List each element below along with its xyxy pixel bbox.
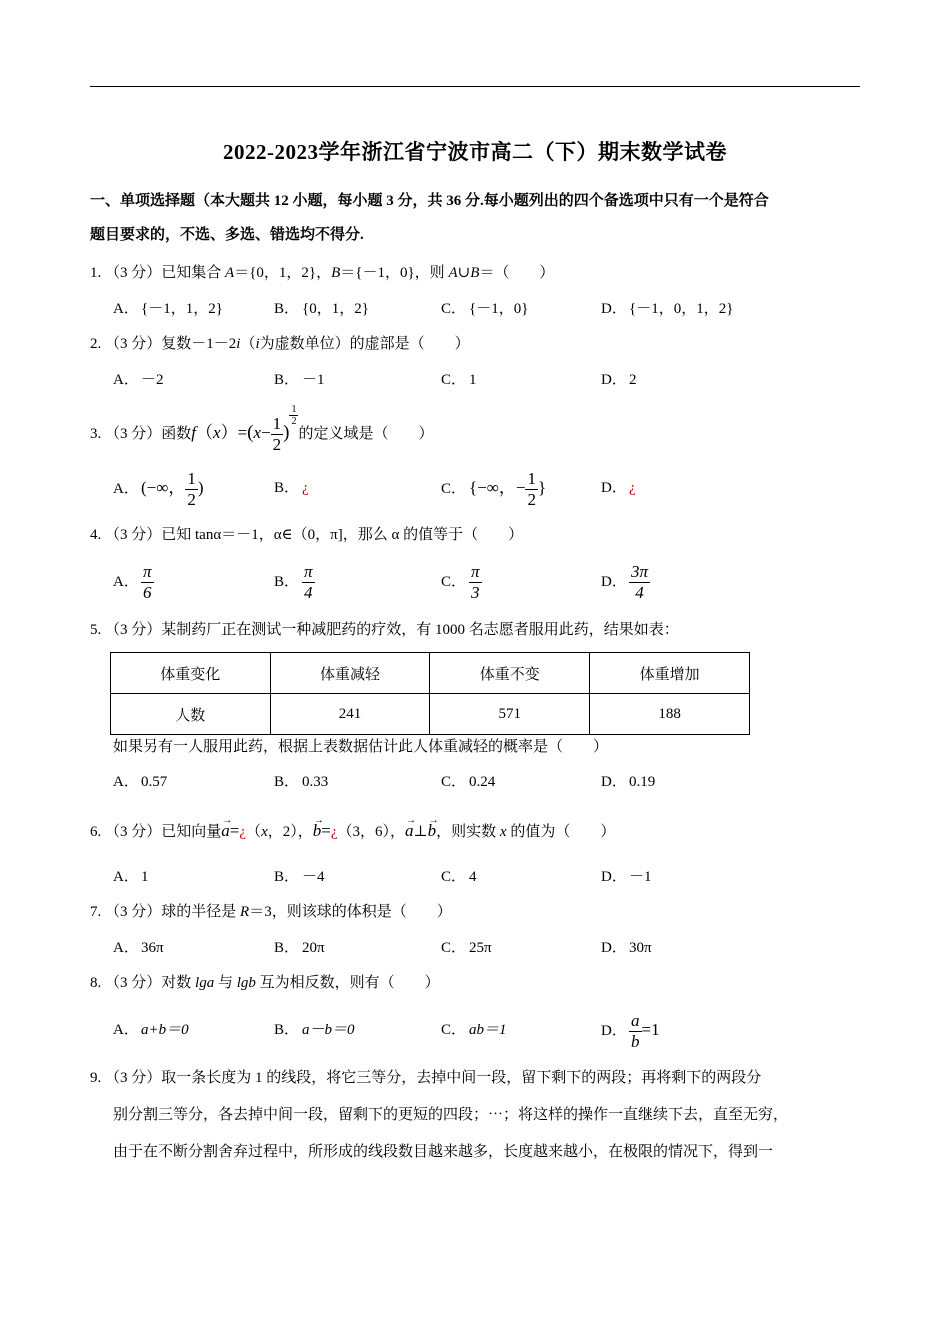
question-3 xyxy=(90,404,433,456)
fraction-numerator: π xyxy=(304,562,313,582)
question-7-options xyxy=(113,937,853,977)
option-d[interactable] xyxy=(601,466,636,510)
fraction-numerator: π xyxy=(471,562,480,582)
vector-b: → b xyxy=(428,816,437,846)
option-b[interactable] xyxy=(274,937,325,959)
option-text: 20π xyxy=(302,940,325,956)
question-text: 已知 tanα＝－1，α∈（0，π]，那么 α 的值等于（ ） xyxy=(161,527,524,543)
question-score: （3 分） xyxy=(105,904,162,920)
option-label: C． xyxy=(441,301,467,317)
option-label: B． xyxy=(274,574,300,590)
option-c[interactable] xyxy=(441,771,495,793)
option-label: C． xyxy=(441,481,467,497)
question-9 xyxy=(90,1067,761,1089)
vector-a: → a xyxy=(221,816,230,846)
question-text: 的值为（ ） xyxy=(506,824,616,840)
question-text: 球的半径是 xyxy=(161,904,241,920)
question-text: 与 xyxy=(214,975,237,991)
table-header-row xyxy=(111,653,750,694)
option-label: B． xyxy=(274,869,300,885)
question-text: ，则实数 xyxy=(436,824,500,840)
option-a[interactable] xyxy=(113,866,149,888)
table-cell: 人数 xyxy=(111,694,271,735)
minus: − xyxy=(261,423,271,442)
equals: = xyxy=(237,423,248,442)
section-heading-line2: 题目要求的，不选、多选、错选均不得分. xyxy=(90,227,364,243)
option-text: 1 xyxy=(141,869,149,885)
question-text: 取一条长度为 1 的线段，将它三等分，去掉中间一段，留下剩下的两段；再将剩下的两段分 xyxy=(161,1070,762,1086)
option-c[interactable] xyxy=(441,369,477,391)
option-text: {0，1，2} xyxy=(302,301,369,317)
fraction-numerator: 3π xyxy=(631,562,649,582)
option-label: D． xyxy=(601,940,627,956)
option-text: ¿ xyxy=(302,480,309,496)
option-text: －1 xyxy=(629,869,652,885)
option-d[interactable] xyxy=(601,1008,660,1053)
fraction-numerator: π xyxy=(143,562,152,582)
option-label: B． xyxy=(274,774,300,790)
question-text: 别分割三等分，各去掉中间一段，留剩下的更短的四段；⋯；将这样的操作一直继续下去，直至无穷， xyxy=(113,1107,789,1123)
question-text: ¿ xyxy=(239,824,247,840)
question-text: 某制药厂正在测试一种减肥药的疗效，有 1000 名志愿者服用此药，结果如表： xyxy=(161,622,679,638)
option-label: D． xyxy=(601,1023,627,1039)
option-label: C． xyxy=(441,574,467,590)
option-text: 0.57 xyxy=(141,774,168,790)
option-b[interactable] xyxy=(274,866,325,888)
option-d[interactable] xyxy=(601,560,650,604)
fraction xyxy=(302,562,315,603)
question-text: ＝3，则该球的体积是（ ） xyxy=(249,904,452,920)
option-label: A． xyxy=(113,869,139,885)
option-a[interactable] xyxy=(113,298,223,320)
option-text: －4 xyxy=(302,869,325,885)
table-cell: 571 xyxy=(430,694,590,735)
option-label: D． xyxy=(601,480,627,496)
option-text: －2 xyxy=(141,372,164,388)
question-9-continuation xyxy=(113,1097,873,1171)
section-heading-line1: 一、单项选择题（本大题共 12 小题，每小题 3 分，共 36 分.每小题列出的四个备选项中只有一个是符合 xyxy=(90,193,769,209)
var-A: A xyxy=(448,265,458,281)
var-f: f xyxy=(191,423,197,442)
var-lga: lga xyxy=(195,975,215,991)
var-x: x xyxy=(261,824,268,840)
paren: （ xyxy=(196,423,214,442)
exponent-denominator: 2 xyxy=(291,416,297,427)
option-b[interactable] xyxy=(274,1008,355,1052)
option-c[interactable] xyxy=(441,866,477,888)
question-number: 1. xyxy=(90,265,102,281)
fraction-denominator: 2 xyxy=(527,490,536,510)
option-text: } xyxy=(537,478,547,497)
option-text: 0.33 xyxy=(302,774,329,790)
option-label: D． xyxy=(601,774,627,790)
option-text: ¿ xyxy=(629,480,636,496)
question-number: 8. xyxy=(90,975,102,991)
var-B: B xyxy=(470,265,480,281)
question-1-options xyxy=(113,298,853,338)
option-text: 30π xyxy=(629,940,652,956)
option-label: A． xyxy=(113,372,139,388)
question-text: ，2）， xyxy=(267,824,313,840)
question-number: 9. xyxy=(90,1070,102,1086)
fraction-denominator: 3 xyxy=(471,583,480,603)
question-5 xyxy=(90,619,679,641)
paren: ） xyxy=(220,423,238,442)
perp-symbol: ⊥ xyxy=(413,824,428,840)
question-2 xyxy=(90,333,470,355)
option-label: A． xyxy=(113,774,139,790)
option-a[interactable] xyxy=(113,1008,189,1052)
option-text: 4 xyxy=(469,869,477,885)
question-text: 互为相反数，则有（ ） xyxy=(255,975,440,991)
option-label: A． xyxy=(113,481,139,497)
union-symbol: ∪ xyxy=(457,265,471,281)
fraction xyxy=(525,469,538,510)
question-score: （3 分） xyxy=(105,622,162,638)
question-text: 已知集合 xyxy=(161,265,226,281)
exponent xyxy=(289,404,298,427)
option-a[interactable] xyxy=(113,937,164,959)
option-a[interactable] xyxy=(113,466,204,511)
question-number: 3. xyxy=(90,426,102,442)
question-score: （3 分） xyxy=(105,336,162,352)
option-c[interactable] xyxy=(441,1008,507,1052)
question-score: （3 分） xyxy=(105,265,162,281)
option-label: C． xyxy=(441,372,467,388)
paren: ) xyxy=(283,422,290,443)
question-number: 6. xyxy=(90,824,102,840)
table-cell: 241 xyxy=(270,694,430,735)
option-text: =1 xyxy=(641,1020,660,1039)
option-c[interactable] xyxy=(441,466,546,511)
option-c[interactable] xyxy=(441,298,528,320)
option-text: (−∞， xyxy=(141,478,186,497)
option-text: {－1，0} xyxy=(469,301,529,317)
fraction xyxy=(629,1011,642,1052)
question-8-options xyxy=(113,1008,853,1054)
option-text: 25π xyxy=(469,940,492,956)
option-label: D． xyxy=(601,301,627,317)
option-a[interactable] xyxy=(113,560,154,604)
question-number: 4. xyxy=(90,527,102,543)
option-label: B． xyxy=(274,372,300,388)
question-score: （3 分） xyxy=(105,975,162,991)
question-4-options xyxy=(113,560,853,606)
fraction-denominator: 4 xyxy=(304,583,313,603)
table-header-cell: 体重增加 xyxy=(590,653,750,694)
question-number: 2. xyxy=(90,336,102,352)
question-text: 由于在不断分割舍弃过程中，所形成的线段数目越来越多，长度越来越小，在极限的情况下，得到一 xyxy=(113,1144,774,1160)
option-label: A． xyxy=(113,1022,139,1038)
section-heading xyxy=(90,184,870,252)
vector-b: → b xyxy=(313,816,322,846)
question-text: 复数－1－2 xyxy=(161,336,237,352)
question-7 xyxy=(90,901,452,923)
option-label: A． xyxy=(113,940,139,956)
question-text: （ xyxy=(240,336,256,352)
option-label: B． xyxy=(274,940,300,956)
var-x: x xyxy=(213,423,221,442)
option-d[interactable] xyxy=(601,866,652,888)
fraction-denominator: 4 xyxy=(635,583,644,603)
question-2-options xyxy=(113,369,853,409)
option-text: 0.19 xyxy=(629,774,656,790)
var-lgb: lgb xyxy=(236,975,256,991)
equals: = xyxy=(321,821,331,840)
question-5-followup: 如果另有一人服用此药，根据上表数据估计此人体重减轻的概率是（ ） xyxy=(113,739,609,755)
question-text: （ xyxy=(246,824,262,840)
question-4 xyxy=(90,524,523,546)
equals: = xyxy=(229,821,240,840)
exponent-numerator: 1 xyxy=(291,404,297,415)
question-number: 7. xyxy=(90,904,102,920)
option-label: D． xyxy=(601,372,627,388)
option-b[interactable] xyxy=(274,369,325,391)
table-row xyxy=(111,694,750,735)
fraction-denominator: 2 xyxy=(187,490,196,510)
option-a[interactable] xyxy=(113,771,167,793)
option-d[interactable] xyxy=(601,369,637,391)
question-text: ¿ xyxy=(330,824,338,840)
var-i: i xyxy=(236,336,241,352)
fraction xyxy=(469,562,482,603)
question-1 xyxy=(90,262,554,284)
fraction-numerator: a xyxy=(631,1011,640,1031)
option-label: D． xyxy=(601,869,627,885)
question-3-options xyxy=(113,466,853,512)
option-label: C． xyxy=(441,869,467,885)
option-d[interactable] xyxy=(601,771,655,793)
option-label: C． xyxy=(441,774,467,790)
question-5-options xyxy=(113,771,853,811)
paren: ( xyxy=(247,422,254,443)
option-b[interactable] xyxy=(274,466,309,510)
question-number: 5. xyxy=(90,622,102,638)
vector-a: → a xyxy=(405,816,414,846)
option-text: a+b＝0 xyxy=(141,1022,189,1038)
option-b[interactable] xyxy=(274,771,328,793)
page-title: 2022-2023学年浙江省宁波市高二（下）期末数学试卷 xyxy=(223,140,727,164)
question-6-options xyxy=(113,866,853,906)
question-score: （3 分） xyxy=(105,426,162,442)
var-R: R xyxy=(240,904,250,920)
var-B: B xyxy=(331,265,341,281)
question-text: 对数 xyxy=(161,975,196,991)
question-text: （3，6）， xyxy=(337,824,406,840)
option-text: {−∞，− xyxy=(469,478,526,497)
option-label: B． xyxy=(274,301,300,317)
option-d[interactable] xyxy=(601,937,652,959)
option-text: {－1，0，1，2} xyxy=(629,301,734,317)
table-header-cell: 体重变化 xyxy=(111,653,271,694)
option-label: B． xyxy=(274,480,300,496)
fraction-numerator: 1 xyxy=(527,469,536,489)
question-score: （3 分） xyxy=(105,1070,162,1086)
question-6 xyxy=(90,816,615,847)
table-cell: 188 xyxy=(590,694,750,735)
question-text: 为虚数单位）的虚部是（ ） xyxy=(259,336,470,352)
option-label: C． xyxy=(441,1022,467,1038)
fraction-denominator: 2 xyxy=(272,435,282,455)
question-text: 已知向量 xyxy=(161,824,222,840)
option-text: 2 xyxy=(629,372,637,388)
option-text: {－1，1，2} xyxy=(141,301,223,317)
fraction xyxy=(141,562,154,603)
option-c[interactable] xyxy=(441,937,492,959)
option-b[interactable] xyxy=(274,560,315,604)
option-text: a－b＝0 xyxy=(302,1022,355,1038)
question-score: （3 分） xyxy=(105,527,162,543)
option-text: 1 xyxy=(469,372,477,388)
question-8 xyxy=(90,972,440,994)
fraction-denominator: b xyxy=(631,1032,640,1052)
option-text: 0.24 xyxy=(469,774,496,790)
option-d[interactable] xyxy=(601,298,733,320)
option-b[interactable] xyxy=(274,298,369,320)
fraction-numerator: 1 xyxy=(272,414,282,434)
fraction-denominator: 6 xyxy=(143,583,152,603)
fraction-numerator: 1 xyxy=(187,469,196,489)
question-text: 函数 xyxy=(161,426,192,442)
option-text: ) xyxy=(197,478,204,497)
option-c[interactable] xyxy=(441,560,482,604)
table-header-cell: 体重不变 xyxy=(430,653,590,694)
question-text: ＝{0，1，2}， xyxy=(234,265,332,281)
option-label: B． xyxy=(274,1022,300,1038)
option-label: C． xyxy=(441,940,467,956)
fraction xyxy=(629,562,650,603)
var-A: A xyxy=(225,265,235,281)
fraction xyxy=(271,414,284,455)
question-score: （3 分） xyxy=(105,824,162,840)
option-text: ab＝1 xyxy=(469,1022,507,1038)
option-text: －1 xyxy=(302,372,325,388)
fraction xyxy=(185,469,198,510)
table-header-cell: 体重减轻 xyxy=(270,653,430,694)
results-table xyxy=(110,652,750,735)
var-x: x xyxy=(499,824,507,840)
option-label: D． xyxy=(601,574,627,590)
option-label: A． xyxy=(113,301,139,317)
question-text: 的定义域是（ ） xyxy=(298,426,434,442)
header-rule xyxy=(90,86,860,87)
option-a[interactable] xyxy=(113,369,164,391)
question-text: ＝（ ） xyxy=(479,265,555,281)
option-label: A． xyxy=(113,574,139,590)
question-text: ＝{－1，0}，则 xyxy=(340,265,449,281)
option-text: 36π xyxy=(141,940,164,956)
var-i: i xyxy=(255,336,260,352)
var-x: x xyxy=(253,423,262,442)
